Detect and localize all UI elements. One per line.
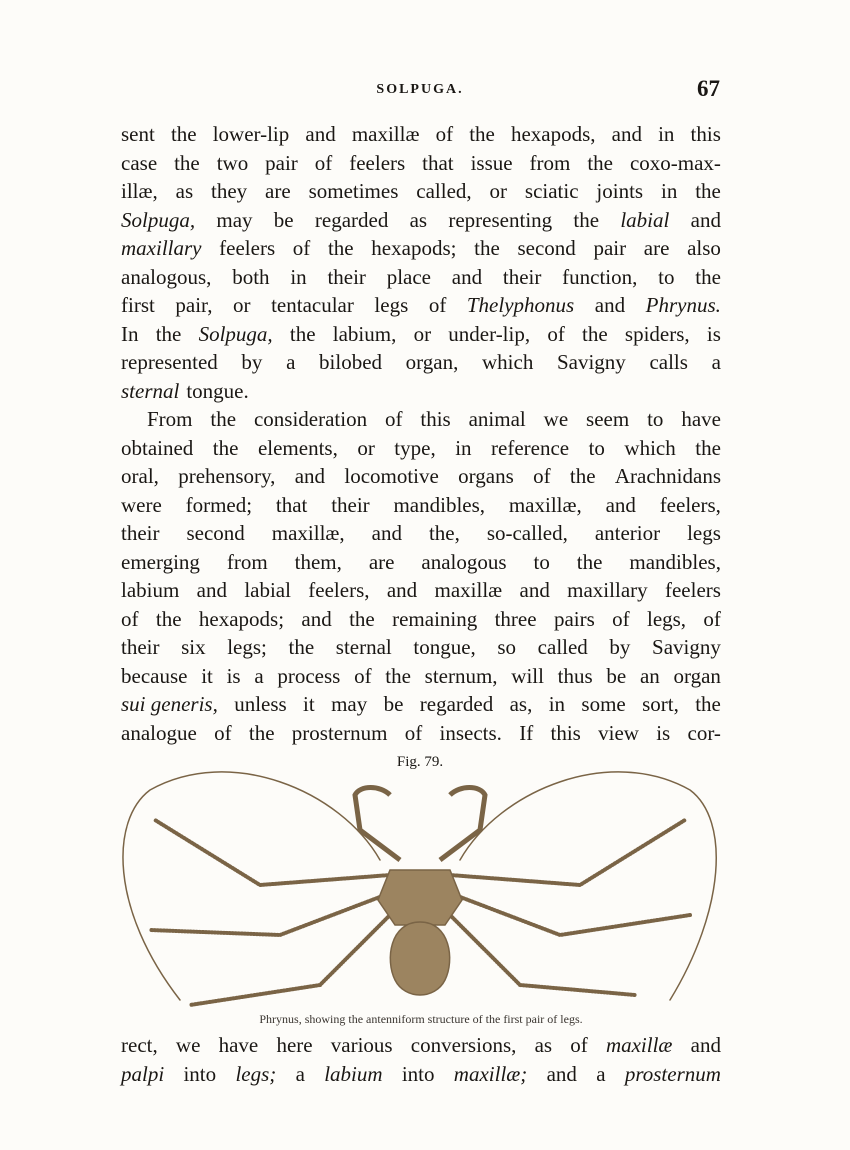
- text-line: [121, 263, 721, 292]
- word: consideration: [253, 407, 368, 431]
- text-line: [121, 491, 721, 520]
- figure-79: [110, 750, 730, 1040]
- word: unless: [234, 692, 287, 716]
- word: case: [121, 150, 158, 175]
- paragraph-2: [121, 405, 721, 747]
- leg-right-2: [455, 895, 690, 935]
- word: their: [502, 264, 542, 289]
- word: second: [517, 236, 576, 260]
- word: have: [681, 407, 721, 431]
- word: which: [482, 350, 534, 374]
- word: and: [690, 207, 721, 232]
- word: and: [196, 578, 227, 602]
- word: organ: [673, 663, 721, 688]
- paragraph-3: [121, 1031, 721, 1088]
- word: is: [656, 720, 671, 745]
- word: of: [547, 321, 565, 346]
- word: hexapods;: [371, 236, 457, 260]
- word: Phrynus.: [645, 293, 721, 317]
- word: maxillary: [567, 578, 648, 602]
- word: Thelyphonus: [466, 293, 575, 317]
- word: sometimes: [308, 179, 399, 203]
- text-line: [121, 548, 721, 577]
- word: of: [404, 720, 423, 745]
- word: three: [494, 606, 537, 631]
- word: regarded: [419, 692, 494, 716]
- word: be: [606, 663, 627, 688]
- word: process: [277, 663, 341, 688]
- word: the: [582, 321, 608, 346]
- word: remaining: [392, 606, 478, 631]
- leg-left-1: [155, 820, 390, 885]
- word: of: [384, 407, 403, 431]
- word: into: [401, 1061, 435, 1086]
- text-line: [121, 291, 721, 320]
- word: or: [233, 293, 251, 317]
- word: be: [273, 207, 294, 232]
- word: formed;: [185, 492, 253, 517]
- word: of: [703, 606, 721, 631]
- word: six: [181, 635, 206, 659]
- word: calls: [649, 350, 688, 374]
- word: two: [216, 150, 249, 175]
- word: maxillæ,: [271, 521, 345, 545]
- word: called: [537, 635, 588, 659]
- word: labium: [324, 1061, 383, 1086]
- word: elements,: [257, 435, 338, 460]
- word: the: [155, 321, 182, 346]
- word: of: [214, 720, 232, 745]
- word: conversions,: [410, 1033, 517, 1057]
- word: Savigny: [556, 350, 626, 374]
- page-number: 67: [697, 76, 720, 101]
- word: prehensory,: [178, 464, 276, 488]
- text-line: [121, 633, 721, 662]
- word: rect,: [121, 1033, 158, 1057]
- word: and: [605, 492, 636, 517]
- word: obtained: [121, 435, 194, 460]
- word: organ,: [405, 350, 459, 374]
- text-line: [121, 149, 721, 178]
- word: the: [695, 264, 721, 289]
- word: sternal: [335, 635, 392, 659]
- word: maxillæ: [605, 1033, 673, 1057]
- word: are: [643, 236, 670, 260]
- word: maxillæ;: [453, 1061, 528, 1086]
- word: to: [588, 435, 605, 460]
- word: the: [289, 321, 316, 346]
- word: thus: [557, 663, 593, 688]
- word: labium: [121, 578, 180, 602]
- word: it: [201, 663, 213, 688]
- word: anterior: [594, 521, 661, 545]
- word: or: [489, 179, 508, 203]
- text-line: [121, 234, 721, 263]
- cephalothorax: [378, 870, 462, 925]
- running-title: SOLPUGA.: [376, 82, 464, 97]
- word: the: [212, 435, 239, 460]
- word: sort,: [642, 692, 679, 716]
- word: and: [305, 122, 336, 146]
- text-line: [121, 1060, 721, 1089]
- word: and: [690, 1033, 721, 1057]
- word: we: [175, 1033, 201, 1057]
- word: will: [511, 663, 544, 688]
- word: the: [474, 236, 500, 260]
- word: tentacular: [271, 293, 354, 317]
- word: hexapods;: [198, 606, 285, 631]
- text-line: [121, 719, 721, 748]
- word: their: [331, 492, 370, 517]
- word: tongue,: [413, 635, 476, 659]
- text-line: [121, 434, 721, 463]
- word: labial: [620, 207, 670, 232]
- word: the: [695, 179, 721, 203]
- word: some: [581, 692, 626, 716]
- text-line: [121, 662, 721, 691]
- word: the: [248, 720, 275, 745]
- text-line: [121, 1031, 721, 1060]
- word: feelers,: [659, 492, 721, 517]
- word: is: [226, 663, 241, 688]
- word: illæ,: [121, 179, 158, 203]
- word: maxillary: [121, 236, 202, 260]
- word: in: [660, 179, 678, 203]
- word: in: [658, 122, 675, 146]
- word: spiders,: [624, 321, 690, 346]
- word: and: [451, 264, 483, 289]
- word: of: [435, 122, 454, 146]
- word: to: [533, 549, 550, 574]
- word: were: [121, 492, 162, 517]
- word: feelers: [349, 150, 406, 175]
- word: be: [383, 692, 404, 716]
- word: so: [497, 635, 517, 659]
- word: may: [331, 692, 368, 716]
- word: prosternum: [624, 1061, 721, 1086]
- word: a: [286, 350, 296, 374]
- word: organs: [458, 464, 514, 488]
- word: maxillæ: [351, 122, 420, 146]
- word: pairs: [553, 606, 595, 631]
- pedipalp-left: [355, 788, 400, 861]
- word: tongue.: [186, 378, 249, 403]
- word: the,: [428, 521, 460, 545]
- word: the: [695, 692, 721, 716]
- pedipalp-right: [440, 788, 485, 861]
- word: Solpuga,: [198, 321, 273, 346]
- text-line: [121, 348, 721, 377]
- word: to: [658, 264, 675, 289]
- word: sui generis,: [121, 692, 218, 716]
- word: of: [354, 663, 372, 688]
- word: palpi: [121, 1061, 165, 1086]
- text-line: [121, 576, 721, 605]
- word: called,: [416, 179, 472, 203]
- word: the: [469, 122, 495, 146]
- word: and: [546, 1061, 577, 1086]
- word: place: [386, 264, 431, 289]
- word: or: [413, 321, 432, 346]
- word: pair: [593, 236, 627, 260]
- word: as: [175, 179, 194, 203]
- word: function,: [562, 264, 638, 289]
- word: oral,: [121, 464, 159, 488]
- word: the: [576, 549, 603, 574]
- word: feelers,: [308, 578, 370, 602]
- text-line: [121, 519, 721, 548]
- word: their: [121, 635, 160, 659]
- word: feelers: [219, 236, 276, 260]
- word: from: [226, 549, 268, 574]
- word: the: [327, 236, 354, 260]
- word: locomotive: [344, 464, 439, 488]
- word: sternum,: [424, 663, 498, 688]
- word: mandibles,: [629, 549, 721, 574]
- word: this: [420, 407, 451, 431]
- word: the: [569, 464, 596, 488]
- word: into: [183, 1061, 217, 1086]
- paragraph-1: [121, 120, 721, 405]
- word: animal: [468, 407, 526, 431]
- text-line: [121, 405, 721, 434]
- word: labial: [244, 578, 291, 602]
- word: pair,: [175, 293, 213, 317]
- word: which: [624, 435, 676, 460]
- word: prosternum: [291, 720, 388, 745]
- word: lower-lip: [212, 122, 290, 146]
- word: joints: [596, 179, 644, 203]
- word: here: [276, 1033, 313, 1057]
- leg-right-1: [450, 820, 685, 885]
- word: represented: [121, 350, 218, 374]
- word: hexapods,: [510, 122, 596, 146]
- word: sent: [121, 122, 155, 146]
- word: that: [422, 150, 454, 175]
- word: their: [327, 264, 366, 289]
- word: Arachnidans: [614, 464, 721, 488]
- word: and: [301, 606, 332, 631]
- word: second: [186, 521, 245, 545]
- word: insects.: [439, 720, 502, 745]
- word: analogous,: [121, 264, 212, 289]
- word: so-called,: [486, 521, 568, 545]
- word: legs;: [227, 635, 267, 659]
- word: If: [519, 720, 534, 745]
- word: the: [288, 635, 315, 659]
- word: coxo-max-: [629, 150, 721, 175]
- word: because: [121, 663, 188, 688]
- word: the: [385, 663, 411, 688]
- word: regarded: [314, 207, 389, 232]
- word: are: [265, 179, 291, 203]
- word: view: [598, 720, 639, 745]
- word: legs;: [235, 1061, 277, 1086]
- text-line: [121, 462, 721, 491]
- word: pair: [265, 150, 298, 175]
- word: that: [275, 492, 308, 517]
- text-line: [121, 177, 721, 206]
- word: an: [639, 663, 660, 688]
- word: the: [170, 122, 197, 146]
- word: from: [529, 150, 571, 175]
- word: the: [695, 435, 721, 460]
- text-line: [121, 206, 721, 235]
- word: they: [211, 179, 248, 203]
- word: both: [232, 264, 270, 289]
- text-line: [121, 320, 721, 349]
- word: them,: [294, 549, 342, 574]
- word: have: [218, 1033, 259, 1057]
- word: various: [330, 1033, 393, 1057]
- word: this: [550, 720, 581, 745]
- text-line: [121, 120, 721, 149]
- word: analogous: [421, 549, 507, 574]
- word: a: [711, 350, 721, 374]
- word: is: [706, 321, 721, 346]
- word: Savigny: [652, 635, 721, 659]
- word: are: [368, 549, 395, 574]
- word: in: [290, 264, 307, 289]
- text-line: [121, 605, 721, 634]
- word: a: [295, 1061, 305, 1086]
- text-block-bottom: [121, 1031, 721, 1088]
- text-line: [121, 690, 721, 719]
- word: to: [647, 407, 664, 431]
- word: From: [147, 407, 193, 431]
- abdomen: [390, 922, 449, 995]
- word: first: [121, 293, 155, 317]
- word: the: [573, 207, 600, 232]
- word: bilobed: [319, 350, 383, 374]
- word: of: [570, 1033, 588, 1057]
- running-head: [120, 76, 720, 106]
- word: maxillæ,: [508, 492, 582, 517]
- word: Solpuga,: [121, 207, 196, 232]
- word: the: [349, 606, 375, 631]
- word: the: [587, 150, 613, 175]
- word: and: [371, 521, 402, 545]
- word: emerging: [121, 549, 200, 574]
- word: type,: [394, 435, 436, 460]
- word: of: [612, 606, 630, 631]
- word: of: [428, 293, 447, 317]
- figure-label: Fig. 79.: [396, 754, 444, 770]
- word: sternal: [121, 378, 180, 403]
- text-block-top: [121, 120, 721, 747]
- word: their: [121, 521, 160, 545]
- word: legs: [374, 293, 409, 317]
- word: legs: [687, 521, 721, 545]
- word: of: [292, 236, 311, 260]
- word: reference: [491, 435, 570, 460]
- word: a: [254, 663, 264, 688]
- word: the: [155, 606, 182, 631]
- word: we: [543, 407, 569, 431]
- phrynus-illustration: [110, 750, 730, 1040]
- word: seem: [586, 407, 630, 431]
- word: feelers: [664, 578, 721, 602]
- word: cor-: [687, 720, 721, 745]
- word: by: [241, 350, 263, 374]
- word: the: [174, 150, 200, 175]
- word: of: [121, 606, 139, 631]
- word: labium,: [332, 321, 397, 346]
- word: legs,: [646, 606, 687, 631]
- word: and: [519, 578, 550, 602]
- word: mandibles,: [393, 492, 486, 517]
- text-line: [121, 377, 721, 406]
- word: analogue: [121, 720, 197, 745]
- word: as: [409, 207, 428, 232]
- leg-left-2: [150, 895, 385, 935]
- word: under-lip,: [448, 321, 531, 346]
- word: a: [596, 1061, 606, 1086]
- word: and: [386, 578, 418, 602]
- word: by: [609, 635, 631, 659]
- word: and: [594, 293, 626, 317]
- word: as: [534, 1033, 553, 1057]
- word: it: [303, 692, 315, 716]
- leg-left-3: [190, 915, 390, 1005]
- word: issue: [470, 150, 513, 175]
- word: of: [314, 150, 333, 175]
- word: In: [121, 321, 139, 346]
- word: or: [357, 435, 375, 460]
- word: as,: [509, 692, 533, 716]
- word: and: [294, 464, 326, 488]
- word: also: [687, 236, 721, 260]
- word: representing: [448, 207, 553, 232]
- word: in: [548, 692, 566, 716]
- word: the: [210, 407, 237, 431]
- word: may: [216, 207, 253, 232]
- word: maxillæ: [434, 578, 503, 602]
- word: and: [611, 122, 642, 146]
- figure-caption: Phrynus, showing the antenniform structure of the first pair of legs.: [259, 1012, 583, 1026]
- word: sciatic: [524, 179, 579, 203]
- word: of: [533, 464, 551, 488]
- word: this: [690, 122, 721, 146]
- word: in: [455, 435, 472, 460]
